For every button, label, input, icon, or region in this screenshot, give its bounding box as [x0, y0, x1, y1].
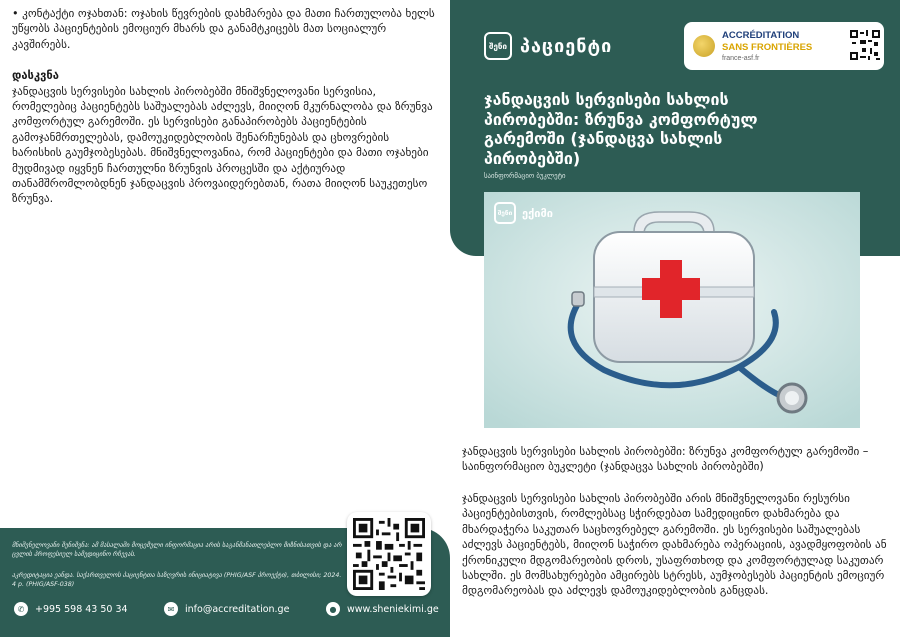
asf-emblem-icon	[693, 35, 715, 57]
contact-website[interactable]	[326, 600, 439, 618]
asf-subtitle: SANS FRONTIÈRES	[722, 42, 813, 53]
first-aid-kit-illustration	[484, 192, 860, 428]
left-text-column	[12, 6, 442, 207]
asf-website: france-asf.fr	[722, 55, 760, 62]
footer-band	[0, 528, 450, 637]
contact-email[interactable]	[164, 600, 289, 618]
cover-subtitle: საინფორმაციო ბუკლეტი	[484, 172, 566, 180]
cover-title: ჯანდაცვის სერვისები სახლის პირობებში: ზრუნვა კომფორტულ გარემოში (ჯანდაცვა სახლის პირობებში)	[484, 90, 758, 168]
email-address: info@accreditation.ge	[185, 603, 290, 615]
intro-paragraph: ჯანდაცვის სერვისები სახლის პირობებში არის მნიშვნელოვანი რესურსი პაციენტებისთვის, რომლებსაც სჭირდებათ სამედიცინო დახმარება და მხარდაჭერა საკუთარ საცხოვრებელ გარემოში. ეს სერვისები საშუალებას აძლევს პაციენტებს, მიიღონ საჭირო დახმარება ოპერაციის, ავადმყოფობის ან ქრონიკული მდგომარეობის დროს, უსაფრთხოდ და კომფორტულად საკუთარ სახლში. ეს მომსახურებები ამცირებს სტრესს, აუმჯობესებს პაციენტის ემოციურ მდგომარეობას და აძლევს დამოუკიდებლობის განცდას.	[462, 492, 887, 598]
qr-code-icon	[353, 518, 425, 590]
family-contact-paragraph: • კონტაქტი ოჯახთან: ოჯახის წევრების დახმარება და მათი ჩართულობა ხელს უწყობს პაციენტების ემოციურ მხარს და განამტკიცებს მათ სოციალურ კავშირებს.	[12, 7, 435, 51]
contact-phone[interactable]	[14, 600, 128, 618]
footer-qr-code	[347, 512, 431, 596]
phone-icon: ✆	[14, 602, 28, 616]
brand-logo-group	[484, 32, 612, 60]
image-caption: ჯანდაცვის სერვისები სახლის პირობებში: ზრუნვა კომფორტულ გარემოში – საინფორმაციო ბუკლეტი (ჯანდაცვა სახლის პირობებში)	[462, 445, 869, 474]
asf-badge	[684, 22, 884, 70]
brand-name: პაციენტი	[520, 35, 613, 57]
first-aid-kit-icon	[484, 192, 860, 428]
illustration-logo-mark: შენი	[494, 202, 516, 224]
footer-disclaimer: მნიშვნელოვანი შენიშვნა: ამ მასალაში მოცემული ინფორმაცია არის საგანმანათლებლო მიზნისათვის და არ ცვლის პროფესიულ სამედიცინო რჩევას.	[12, 542, 342, 558]
illustration-logo	[494, 202, 553, 224]
location-pin-icon: ●	[326, 602, 340, 616]
right-page	[450, 0, 900, 637]
phone-number: +995 598 43 50 34	[35, 603, 128, 615]
conclusion-paragraph: ჯანდაცვის სერვისები სახლის პირობებში მნიშვნელოვანი სერვისია, რომელებიც პაციენტებს საშუალებას აძლევს, მიიღონ მკურნალობა და ზრუნვა კომფორტულ გარემოში. ეს სერვისები განაპირობებს პაციენტების გამოჯანმრთელებას, დამოუკიდებლობის შენარჩუნებას და ცხოვრების ხარისხის გაუმჯობესებას. მნიშვნელოვანია, რომ პაციენტები და მათი ოჯახები მუდმივად იყვნენ ჩართულნი ზრუნვის პროცესში და აქტიურად თანამშრომლობდნენ ჯანდაცვის პროვაიდერებთან, რათა მიიღონ საუკეთესო ზრუნვა.	[12, 84, 433, 206]
asf-qr-code-icon	[850, 30, 880, 60]
mail-icon: ✉	[164, 602, 178, 616]
asf-title: ACCRÉDITATION	[722, 30, 800, 41]
conclusion-heading: დასკვნა	[12, 69, 59, 83]
footer-citation: აკრედიტაცია ეანდა. საქართველოს პაციენტთა საზღვრის ინიციატივა (PHIG/ASF პროექტი), თბილისი; 2024. 4 p. (PHIG/ASF-038)	[12, 572, 342, 588]
illustration-logo-name: ექიმი	[522, 206, 553, 220]
website-link: www.sheniekimi.ge	[347, 603, 439, 615]
brand-logo-mark: შენი	[484, 32, 512, 60]
